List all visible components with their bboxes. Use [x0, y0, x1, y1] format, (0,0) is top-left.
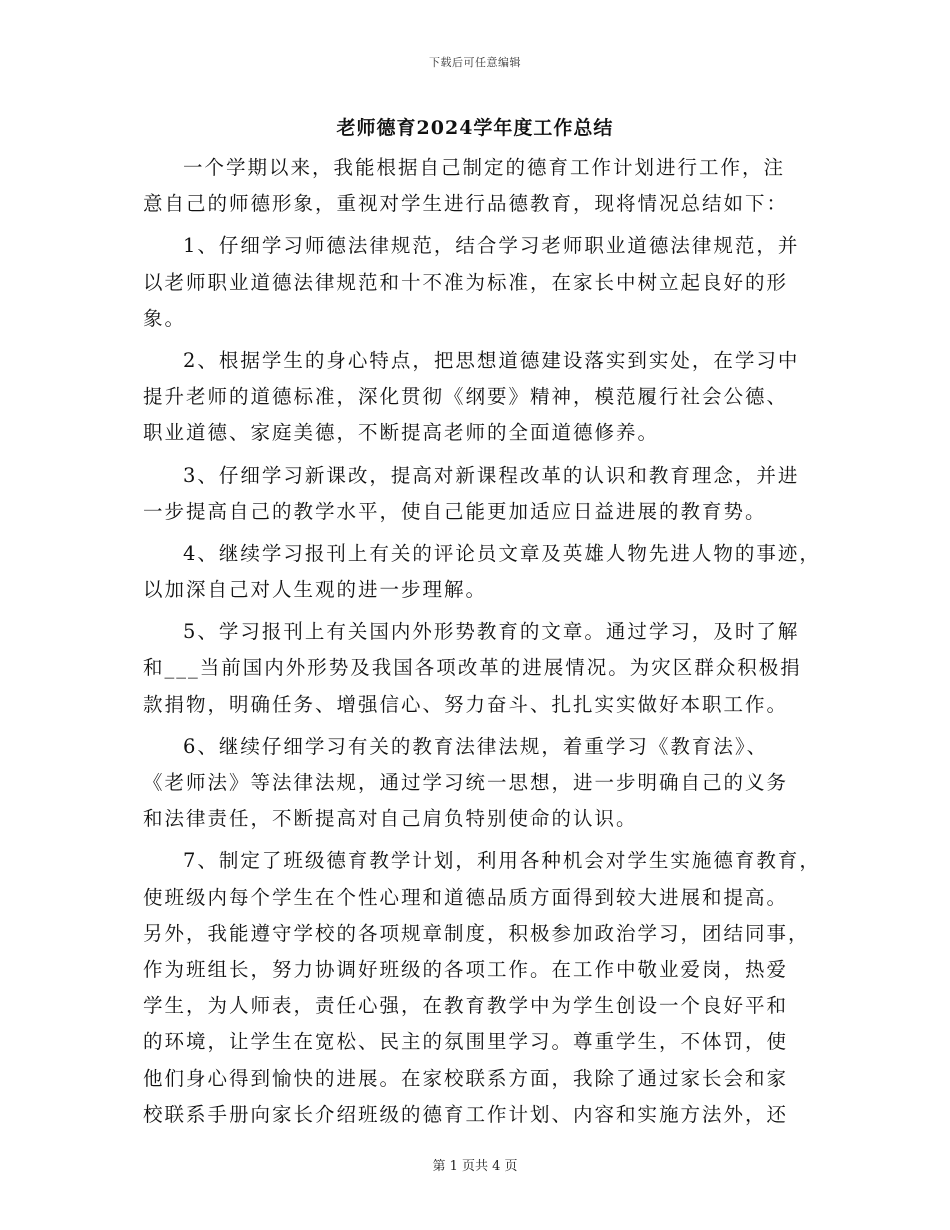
- text-line: 5、学习报刊上有关国内外形势教育的文章。通过学习，及时了解: [183, 620, 800, 644]
- paragraph: [143, 614, 823, 723]
- text-line: 一步提高自己的教学水平，使自己能更加适应日益进展的教育势。: [143, 499, 767, 523]
- text-line: 1、仔细学习师德法律规范，结合学习老师职业道德法律规范，并: [183, 234, 800, 258]
- document-body: [143, 150, 823, 1139]
- paragraph: [143, 536, 823, 608]
- paragraph: [143, 458, 823, 530]
- text-line: 2、根据学生的身心特点，把思想道德建设落实到实处，在学习中: [183, 348, 800, 372]
- text-line: 使班级内每个学生在个性心理和道德品质方面得到较大进展和提高。: [143, 885, 789, 909]
- text-line: 学生，为人师表，责任心强，在教育教学中为学生创设一个良好平和: [143, 994, 789, 1018]
- text-line: 意自己的师德形象，重视对学生进行品德教育，现将情况总结如下：: [143, 192, 789, 216]
- text-line: 3、仔细学习新课改，提高对新课程改革的认识和教育理念，并进: [183, 463, 800, 487]
- text-line: 职业道德、家庭美德，不断提高老师的全面道德修养。: [143, 421, 660, 445]
- text-line: 和法律责任，不断提高对自己肩负特别使命的认识。: [143, 807, 638, 831]
- text-line: 象。: [143, 306, 187, 330]
- text-line: 款捐物，明确任务、增强信心、努力奋斗、扎扎实实做好本职工作。: [143, 692, 789, 716]
- page-title: 老师德育2024学年度工作总结: [336, 117, 614, 139]
- paragraph: [143, 150, 823, 222]
- text-line: 7、制定了班级德育教学计划，利用各种机会对学生实施德育教育，: [183, 849, 821, 873]
- text-line: 以老师职业道德法律规范和十不准为标准，在家长中树立起良好的形: [143, 270, 789, 294]
- text-line: 以加深自己对人生观的进一步理解。: [143, 578, 488, 602]
- paragraph: [143, 729, 823, 838]
- paragraph: [143, 228, 823, 337]
- header-note: 下载后可任意编辑: [429, 56, 521, 69]
- page-footer: 第 1 页共 4 页: [432, 1159, 518, 1174]
- text-line: 一个学期以来，我能根据自己制定的德育工作计划进行工作，注: [183, 156, 786, 179]
- paragraph: [143, 843, 823, 1133]
- text-line: 4、继续学习报刊上有关的评论员文章及英雄人物先进人物的事迹，: [183, 541, 821, 565]
- text-line: 提升老师的道德标准，深化贯彻《纲要》精神，模范履行社会公德、: [143, 385, 789, 409]
- text-line: 另外，我能遵守学校的各项规章制度，积极参加政治学习，团结同事，: [143, 921, 810, 945]
- text-line: 6、继续仔细学习有关的教育法律法规，着重学习《教育法》、: [183, 734, 769, 758]
- text-line: 《老师法》等法律法规，通过学习统一思想，进一步明确自己的义务: [143, 771, 789, 794]
- paragraph: [143, 343, 823, 452]
- text-line: 他们身心得到愉快的进展。在家校联系方面，我除了通过家长会和家: [143, 1066, 789, 1090]
- text-line: 和___当前国内外形势及我国各项改革的进展情况。为灾区群众积极捐: [143, 656, 802, 680]
- text-line: 作为班组长，努力协调好班级的各项工作。在工作中敬业爱岗，热爱: [143, 957, 789, 981]
- text-line: 校联系手册向家长介绍班级的德育工作计划、内容和实施方法外，还: [143, 1102, 789, 1126]
- text-line: 的环境，让学生在宽松、民主的氛围里学习。尊重学生，不体罚，使: [143, 1030, 789, 1054]
